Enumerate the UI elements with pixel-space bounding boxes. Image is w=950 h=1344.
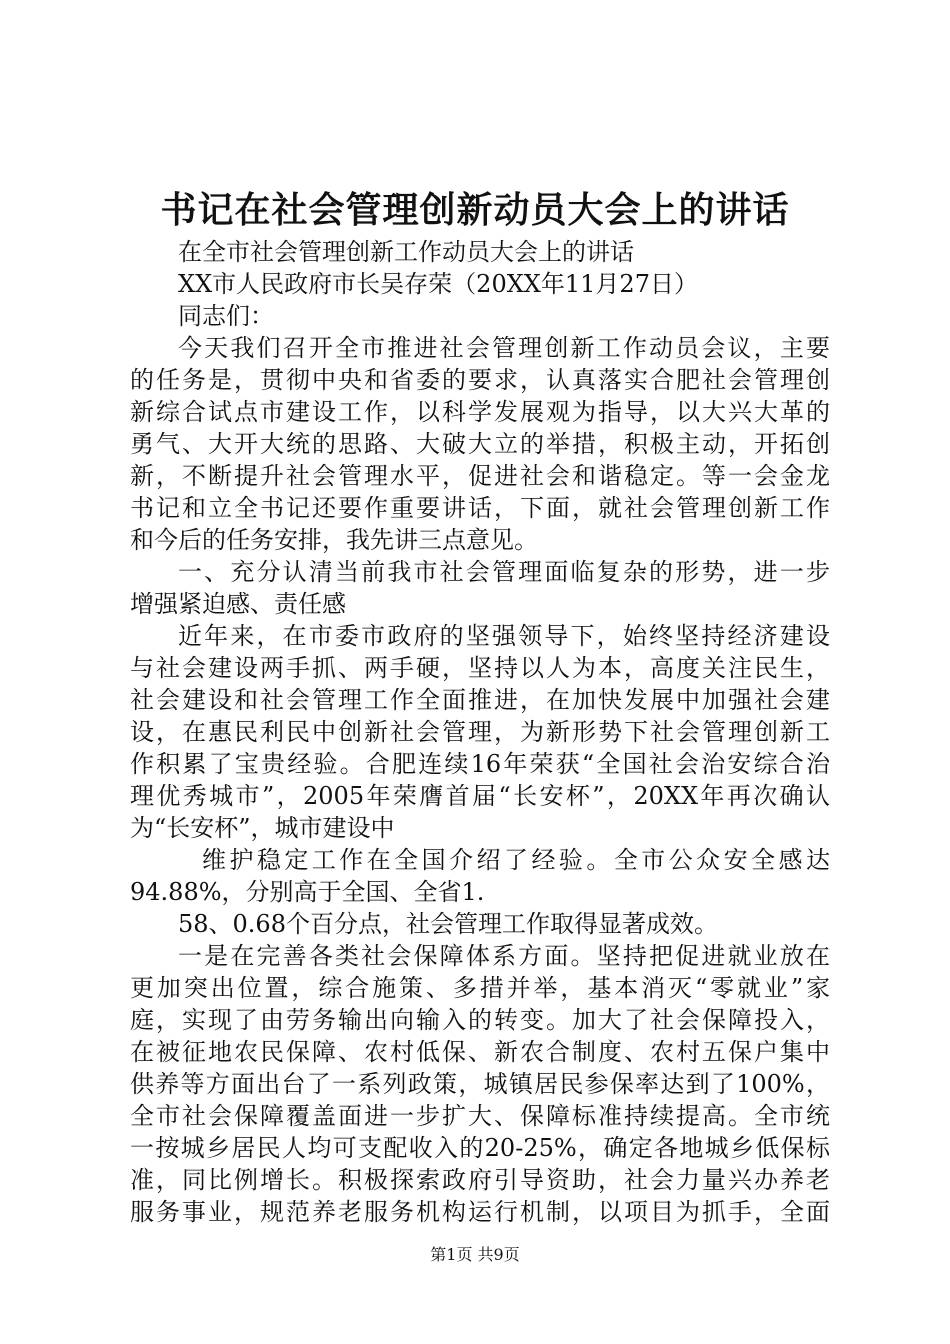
salutation-line: 同志们： [178, 302, 274, 330]
paragraph-line: 维护稳定工作在全国介绍了经验。全市公众安全感达 [202, 846, 830, 874]
document-title: 书记在社会管理创新动员大会上的讲话 [160, 189, 790, 231]
paragraph-line: 与社会建设两手抓、两手硬，坚持以人为本，高度关注民生， [130, 654, 830, 682]
section-heading-line: 一、充分认清当前我市社会管理面临复杂的形势，进一步 [178, 558, 830, 586]
paragraph-line: 供养等方面出台了一系列政策，城镇居民参保率达到了100%， [130, 1070, 830, 1098]
paragraph-line: 一按城乡居民人均可支配收入的20-25%，确定各地城乡低保标 [130, 1134, 830, 1162]
author-line: XX市人民政府市长吴存荣（20XX年11月27日） [178, 270, 698, 298]
paragraph-line: 庭，实现了由劳务输出向输入的转变。加大了社会保障投入， [130, 1006, 830, 1034]
paragraph-line: 作积累了宝贵经验。合肥连续16年荣获“全国社会治安综合治 [130, 750, 830, 778]
page-footer: 第1页 共9页 [430, 1245, 520, 1264]
document-body [130, 236, 830, 1228]
paragraph-line: 准，同比例增长。积极探索政府引导资助，社会力量兴办养老 [130, 1166, 830, 1194]
section-heading-line: 增强紧迫感、责任感 [130, 590, 346, 618]
paragraph-line: 在被征地农民保障、农村低保、新农合制度、农村五保户集中 [130, 1038, 830, 1066]
paragraph-line: 理优秀城市”，2005年荣膺首届“长安杯”，20XX年再次确认 [130, 782, 830, 810]
paragraph-line: 为“长安杯”，城市建设中 [130, 814, 395, 842]
paragraph-line: 近年来，在市委市政府的坚强领导下，始终坚持经济建设 [178, 622, 830, 650]
paragraph-line: 一是在完善各类社会保障体系方面。坚持把促进就业放在 [178, 942, 830, 970]
paragraph-line: 今天我们召开全市推进社会管理创新工作动员会议，主要 [178, 334, 830, 362]
paragraph-line: 勇气、大开大统的思路、大破大立的举措，积极主动，开拓创 [130, 430, 830, 458]
paragraph-line: 新，不断提升社会管理水平，促进社会和谐稳定。等一会金龙 [130, 462, 830, 490]
paragraph-line: 设，在惠民利民中创新社会管理，为新形势下社会管理创新工 [130, 718, 830, 746]
paragraph-line: 全市社会保障覆盖面进一步扩大、保障标准持续提高。全市统 [130, 1102, 830, 1130]
paragraph-line: 新综合试点市建设工作，以科学发展观为指导，以大兴大革的 [130, 398, 830, 426]
paragraph-line: 58、0.68个百分点，社会管理工作取得显著成效。 [178, 910, 718, 938]
subtitle-line: 在全市社会管理创新工作动员大会上的讲话 [178, 238, 634, 266]
paragraph-line: 服务事业，规范养老服务机构运行机制，以项目为抓手，全面 [130, 1198, 830, 1226]
paragraph-line: 和今后的任务安排，我先讲三点意见。 [130, 526, 538, 554]
paragraph-line: 94.88%，分别高于全国、全省1. [130, 878, 485, 906]
paragraph-line: 社会建设和社会管理工作全面推进，在加快发展中加强社会建 [130, 686, 830, 714]
paragraph-line: 书记和立全书记还要作重要讲话，下面，就社会管理创新工作 [130, 494, 830, 522]
paragraph-line: 的任务是，贯彻中央和省委的要求，认真落实合肥社会管理创 [130, 366, 830, 394]
paragraph-line: 更加突出位置，综合施策、多措并举，基本消灭“零就业”家 [130, 974, 830, 1002]
